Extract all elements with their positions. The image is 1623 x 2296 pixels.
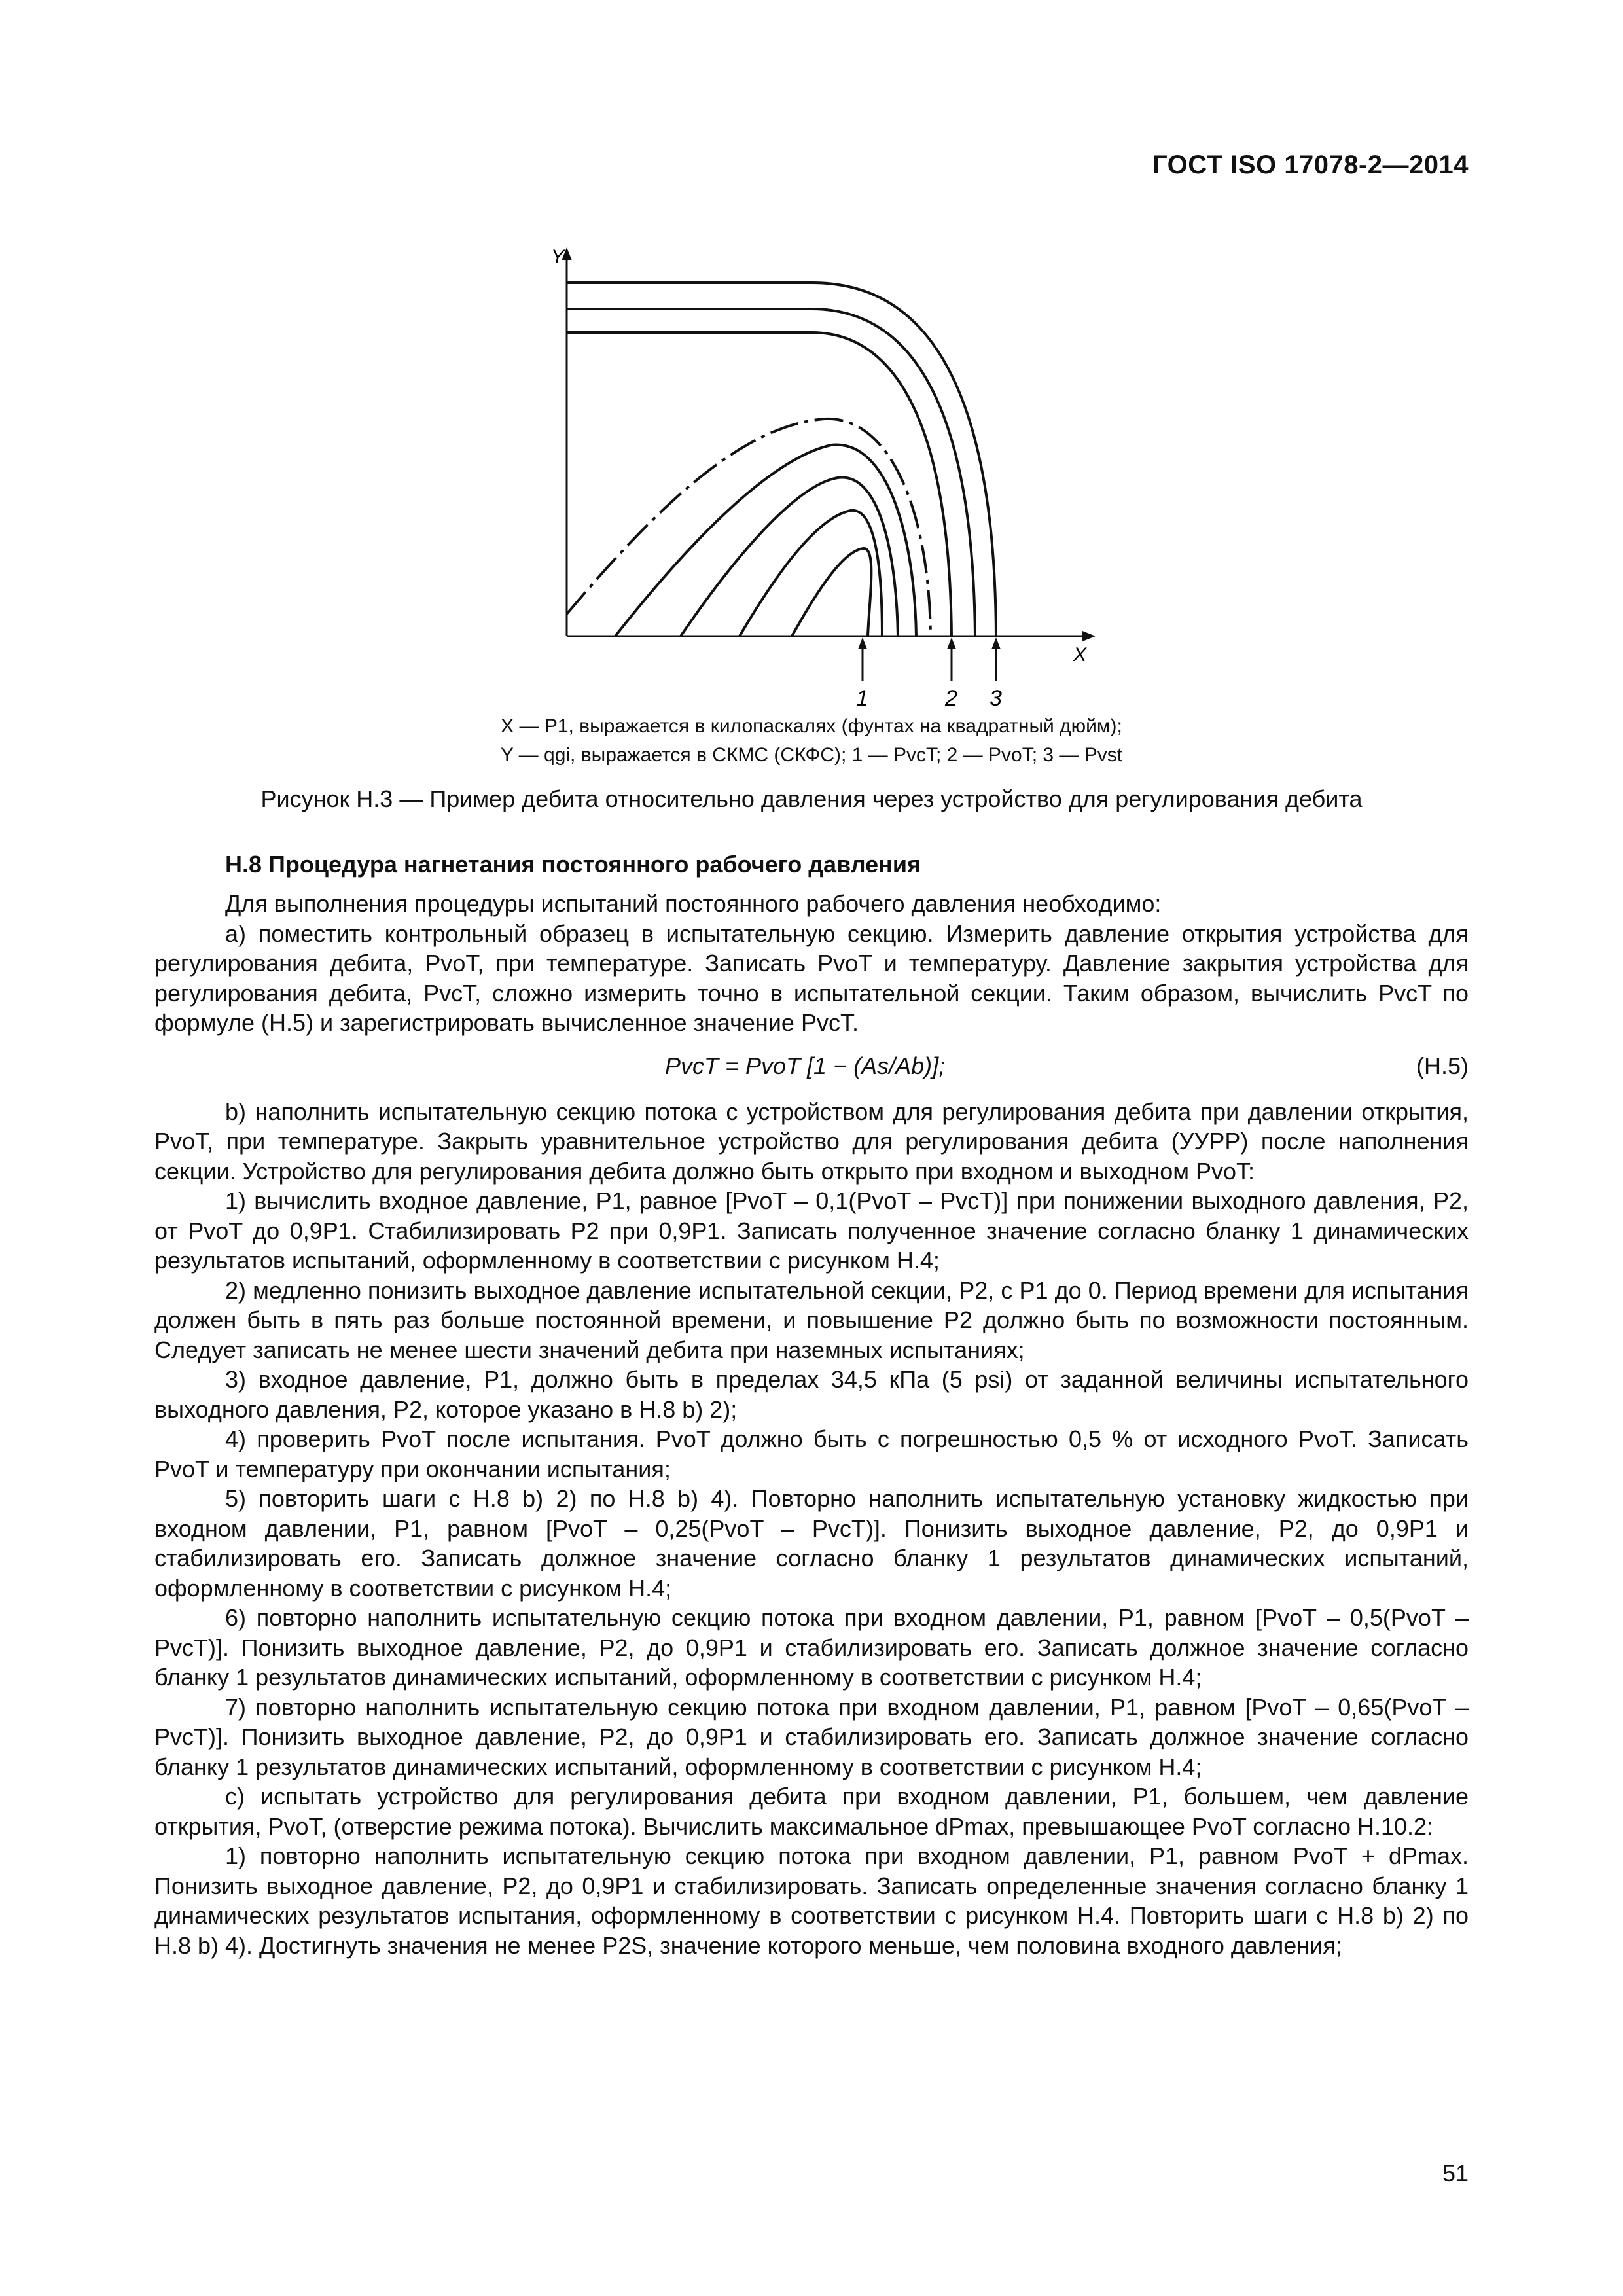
figure-legend-line-1: X — P1, выражается в килопаскалях (фунтах на квадратный дюйм); [501,715,1122,737]
section-body [154,889,1469,1960]
curve-dome-4 [792,548,871,636]
item-b-paragraph: b) наполнить испытательную секцию потока с устройством для регулирования дебита при давлении открытия, PvoT, при температуре. Закрыть уравнительное устройство для регулирования дебита (УУРР) после наполнения секции. Устройство для регулирования дебита должно быть открыто при входном и выходном PvoT: [154,1098,1469,1185]
formula-number: (Н.5) [1416,1052,1469,1079]
intro-paragraph: Для выполнения процедуры испытаний постоянного рабочего давления необходимо: [225,890,1162,917]
standard-header: ГОСТ ISO 17078-2—2014 [1152,151,1469,179]
item-a-paragraph: а) поместить контрольный образец в испытательную секцию. Измерить давление открытия устройства для регулирования дебита, PvoT, при температуре. Записать PvoT и температуру. Давление закрытия устройства для регулирования дебита, PvcT, сложно измерить точно в испытательной секции. Таким образом, вычислить PvcT по формуле (Н.5) и зарегистрировать вычисленное значение PvcT. [154,920,1469,1036]
item-c1-paragraph: 1) повторно наполнить испытательную секцию потока при входном давлении, P1, равном PvoT + dPmax. Понизить выходное давление, P2, до 0,9P1 и стабилизировать. Записать определенные значения согласно бланку 1 динамических результатов испытания, оформленному в соответствии с рисунком Н.4. Повторить шаги с Н.8 b) 2) по Н.8 b) 4). Достигнуть значения не менее P2S, значение которого меньше, чем половина входного давления; [154,1842,1469,1959]
item-b5-paragraph: 5) повторить шаги с Н.8 b) 2) по Н.8 b) 4). Повторно наполнить испытательную установку жидкостью при входном давлении, P1, равном [PvoT – 0,25(PvoT – PvcT)]. Понизить выходное давление, P2, до 0,9P1 и стабилизировать его. Записать должное значение согласно бланку 1 результатов динамических испытаний, оформленному в соответствии с рисунком Н.4; [154,1485,1469,1602]
figure-legend-line-2: Y — qgi, выражается в СКМС (СКФС); 1 — PvcT; 2 — PvoT; 3 — Pvst [500,744,1123,766]
item-b1-paragraph: 1) вычислить входное давление, P1, равное [PvoT – 0,1(PvoT – PvcT)] при понижении выходного давления, P2, от PvoT до 0,9P1. Стабилизировать P2 при 0,9P1. Записать полученное значение согласно бланку 1 динамических результатов испытаний, оформленному в соответствии с рисунком Н.4; [154,1187,1469,1274]
curve-boundary-dashdot [567,419,931,636]
item-b4-paragraph: 4) проверить PvoT после испытания. PvoT должно быть с погрешностью 0,5 % от исходного PvoT. Записать PvoT и температуру при окончании испытания; [154,1426,1469,1482]
flow-vs-pressure-figure [524,236,1113,713]
formula-row [154,1038,1469,1097]
item-b6-paragraph: 6) повторно наполнить испытательную секцию потока при входном давлении, P1, равном [PvoT – 0,5(PvoT – PvcT)]. Понизить выходное давление, P2, до 0,9P1 и стабилизировать его. Записать должное значение согласно бланку 1 результатов динамических испытаний, оформленному в соответствии с рисунком Н.4; [154,1604,1469,1691]
marker-3-label: 3 [990,686,1002,711]
page-number: 51 [1442,2160,1469,2187]
item-b7-paragraph: 7) повторно наполнить испытательную секцию потока при входном давлении, P1, равном [PvoT – 0,65(PvoT – PvcT)]. Понизить выходное давление, P2, до 0,9P1 и стабилизировать его. Записать должное значение согласно бланку 1 результатов динамических испытаний, оформленному в соответствии с рисунком Н.4; [154,1693,1469,1780]
figure-drawing [524,236,1113,713]
marker-1-label: 1 [856,686,868,711]
curve-dome-3 [740,511,882,636]
figure-caption: Рисунок Н.3 — Пример дебита относительно давления через устройство для регулирования дебита [260,785,1363,812]
x-axis-arrow [1082,631,1096,641]
y-axis-label: Y [551,246,565,268]
x-axis-label: X [1073,644,1087,666]
item-c-paragraph: с) испытать устройство для регулирования дебита при входном давлении, P1, большем, чем давление открытия, PvoT, (отверстие режима потока). Вычислить максимальное dPmax, превышающее PvoT согласно Н.10.2: [154,1783,1469,1840]
formula-h5: PvcT = PvoT [1 − (As/Ab)]; [665,1052,946,1079]
curve-dome-1 [615,445,916,636]
item-b3-paragraph: 3) входное давление, P1, должно быть в пределах 34,5 кПа (5 psi) от заданной величины испытательного выходного давления, P2, которое указано в Н.8 b) 2); [154,1366,1469,1423]
curve-dome-2 [681,477,898,636]
item-b2-paragraph: 2) медленно понизить выходное давление испытательной секции, P2, с P1 до 0. Период времени для испытания должен быть в пять раз больше постоянной времени, и повышение P2 должно быть по возможности постоянным. Следует записать не менее шести значений дебита при наземных испытаниях; [154,1276,1469,1363]
marker-2-label: 2 [945,686,957,711]
section-title: Н.8 Процедура нагнетания постоянного рабочего давления [225,851,921,878]
